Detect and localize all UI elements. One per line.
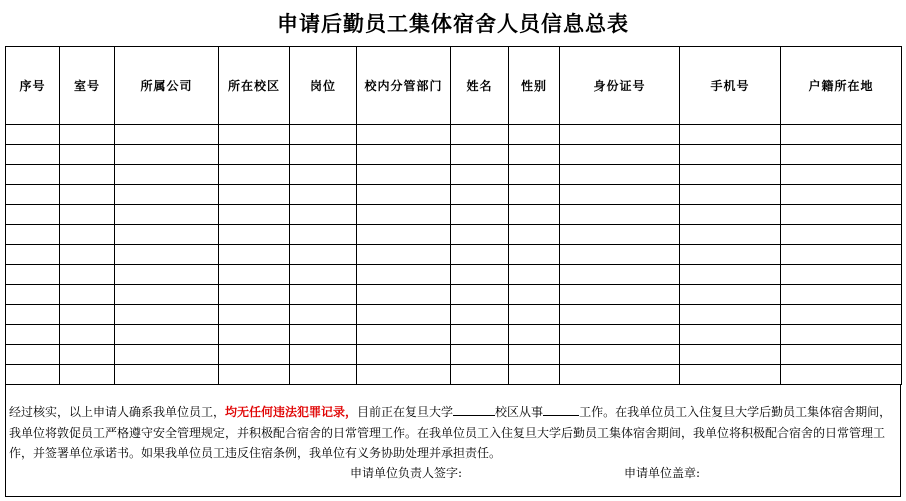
col-header-campus: 所在校区 bbox=[219, 47, 290, 125]
table-row bbox=[6, 345, 902, 365]
table-cell[interactable] bbox=[451, 185, 509, 205]
table-cell[interactable] bbox=[60, 125, 115, 145]
table-cell[interactable] bbox=[560, 325, 680, 345]
col-header-domicile: 户籍所在地 bbox=[781, 47, 902, 125]
table-cell[interactable] bbox=[451, 245, 509, 265]
table-cell[interactable] bbox=[357, 285, 451, 305]
table-cell[interactable] bbox=[6, 185, 60, 205]
table-cell[interactable] bbox=[60, 245, 115, 265]
header-row bbox=[6, 47, 902, 125]
table-cell[interactable] bbox=[781, 365, 902, 385]
table-cell[interactable] bbox=[290, 305, 357, 325]
table-row bbox=[6, 145, 902, 165]
table-cell[interactable] bbox=[560, 165, 680, 185]
table-cell[interactable] bbox=[219, 205, 290, 225]
work-blank[interactable] bbox=[543, 405, 579, 416]
table-cell[interactable] bbox=[115, 285, 219, 305]
table-cell[interactable] bbox=[290, 225, 357, 245]
table-cell[interactable] bbox=[509, 365, 560, 385]
table-cell[interactable] bbox=[357, 245, 451, 265]
table-cell[interactable] bbox=[290, 185, 357, 205]
table-cell[interactable] bbox=[115, 205, 219, 225]
table-cell[interactable] bbox=[560, 265, 680, 285]
col-header-name: 姓名 bbox=[451, 47, 509, 125]
col-header-company: 所属公司 bbox=[115, 47, 219, 125]
table-cell[interactable] bbox=[115, 265, 219, 285]
table-cell[interactable] bbox=[290, 245, 357, 265]
table-cell[interactable] bbox=[509, 185, 560, 205]
table-cell[interactable] bbox=[6, 265, 60, 285]
table-cell[interactable] bbox=[6, 365, 60, 385]
col-header-id-number: 身份证号 bbox=[560, 47, 680, 125]
table-cell[interactable] bbox=[219, 325, 290, 345]
table-cell[interactable] bbox=[60, 305, 115, 325]
leader-signature-label: 申请单位负责人签字: bbox=[350, 466, 463, 480]
table-cell[interactable] bbox=[680, 345, 781, 365]
table-cell[interactable] bbox=[560, 145, 680, 165]
table-cell[interactable] bbox=[680, 225, 781, 245]
table-cell[interactable] bbox=[290, 345, 357, 365]
table-cell[interactable] bbox=[680, 265, 781, 285]
table-cell[interactable] bbox=[60, 285, 115, 305]
table-cell[interactable] bbox=[509, 245, 560, 265]
table-cell[interactable] bbox=[781, 225, 902, 245]
table-cell[interactable] bbox=[115, 245, 219, 265]
table-cell[interactable] bbox=[290, 365, 357, 385]
table-cell[interactable] bbox=[357, 185, 451, 205]
table-cell[interactable] bbox=[781, 205, 902, 225]
table-cell[interactable] bbox=[451, 225, 509, 245]
table-cell[interactable] bbox=[451, 305, 509, 325]
table-cell[interactable] bbox=[290, 285, 357, 305]
table-cell[interactable] bbox=[680, 125, 781, 145]
table-cell[interactable] bbox=[357, 305, 451, 325]
table-cell[interactable] bbox=[219, 125, 290, 145]
table-cell[interactable] bbox=[60, 225, 115, 245]
col-header-room: 室号 bbox=[60, 47, 115, 125]
table-cell[interactable] bbox=[357, 265, 451, 285]
table-cell[interactable] bbox=[60, 365, 115, 385]
info-table bbox=[5, 46, 902, 385]
table-row bbox=[6, 165, 902, 185]
table-cell[interactable] bbox=[60, 185, 115, 205]
table-cell[interactable] bbox=[219, 285, 290, 305]
table-cell[interactable] bbox=[115, 165, 219, 185]
table-cell[interactable] bbox=[219, 365, 290, 385]
table-cell[interactable] bbox=[781, 265, 902, 285]
table-cell[interactable] bbox=[115, 345, 219, 365]
table-cell[interactable] bbox=[290, 145, 357, 165]
table-cell[interactable] bbox=[560, 345, 680, 365]
table-row bbox=[6, 225, 902, 245]
table-cell[interactable] bbox=[290, 205, 357, 225]
table-cell[interactable] bbox=[680, 205, 781, 225]
table-cell[interactable] bbox=[560, 245, 680, 265]
table-cell[interactable] bbox=[290, 165, 357, 185]
table-row bbox=[6, 265, 902, 285]
table-cell[interactable] bbox=[560, 185, 680, 205]
table-cell[interactable] bbox=[509, 125, 560, 145]
table-cell[interactable] bbox=[451, 345, 509, 365]
declaration-part-3: 校区从事 bbox=[495, 405, 544, 419]
table-cell[interactable] bbox=[560, 365, 680, 385]
table-cell[interactable] bbox=[451, 125, 509, 145]
table-cell[interactable] bbox=[357, 345, 451, 365]
table-cell[interactable] bbox=[509, 285, 560, 305]
table-cell[interactable] bbox=[781, 125, 902, 145]
table-body bbox=[6, 125, 902, 385]
table-cell[interactable] bbox=[451, 365, 509, 385]
table-cell[interactable] bbox=[290, 125, 357, 145]
table-cell[interactable] bbox=[115, 225, 219, 245]
table-cell[interactable] bbox=[560, 125, 680, 145]
table-cell[interactable] bbox=[680, 325, 781, 345]
campus-blank[interactable] bbox=[453, 405, 495, 416]
table-cell[interactable] bbox=[509, 225, 560, 245]
table-cell[interactable] bbox=[680, 145, 781, 165]
table-cell[interactable] bbox=[219, 145, 290, 165]
table-cell[interactable] bbox=[781, 305, 902, 325]
col-header-gender: 性别 bbox=[509, 47, 560, 125]
table-cell[interactable] bbox=[451, 205, 509, 225]
table-cell[interactable] bbox=[357, 325, 451, 345]
table-cell[interactable] bbox=[219, 225, 290, 245]
table-cell[interactable] bbox=[357, 205, 451, 225]
table-cell[interactable] bbox=[509, 305, 560, 325]
table-cell[interactable] bbox=[680, 165, 781, 185]
table-cell[interactable] bbox=[451, 285, 509, 305]
table-cell[interactable] bbox=[451, 265, 509, 285]
declaration-part-2: 目前正在复旦大学 bbox=[357, 405, 454, 419]
table-cell[interactable] bbox=[357, 365, 451, 385]
table-cell[interactable] bbox=[60, 165, 115, 185]
table-cell[interactable] bbox=[6, 145, 60, 165]
declaration-emphasis: 均无任何违法犯罪记录， bbox=[225, 405, 358, 419]
table-cell[interactable] bbox=[509, 205, 560, 225]
table-cell[interactable] bbox=[115, 125, 219, 145]
table-cell[interactable] bbox=[290, 325, 357, 345]
table-row bbox=[6, 305, 902, 325]
table-cell[interactable] bbox=[781, 185, 902, 205]
table-cell[interactable] bbox=[509, 325, 560, 345]
table-cell[interactable] bbox=[6, 305, 60, 325]
declaration-part-1: 经过核实，以上申请人确系我单位员工， bbox=[9, 405, 226, 419]
table-cell[interactable] bbox=[219, 185, 290, 205]
table-cell[interactable] bbox=[781, 145, 902, 165]
table-cell[interactable] bbox=[6, 325, 60, 345]
table-row bbox=[6, 125, 902, 145]
table-cell[interactable] bbox=[680, 365, 781, 385]
table-cell[interactable] bbox=[6, 125, 60, 145]
table-cell[interactable] bbox=[219, 305, 290, 325]
table-row bbox=[6, 365, 902, 385]
table-cell[interactable] bbox=[115, 325, 219, 345]
table-cell[interactable] bbox=[509, 345, 560, 365]
col-header-index: 序号 bbox=[6, 47, 60, 125]
col-header-department: 校内分管部门 bbox=[357, 47, 451, 125]
table-cell[interactable] bbox=[680, 305, 781, 325]
table-cell[interactable] bbox=[219, 245, 290, 265]
table-cell[interactable] bbox=[115, 145, 219, 165]
table-row bbox=[6, 205, 902, 225]
table-cell[interactable] bbox=[60, 205, 115, 225]
table-cell[interactable] bbox=[781, 285, 902, 305]
table-cell[interactable] bbox=[115, 305, 219, 325]
table-cell[interactable] bbox=[509, 165, 560, 185]
table-cell[interactable] bbox=[115, 185, 219, 205]
table-cell[interactable] bbox=[560, 285, 680, 305]
table-cell[interactable] bbox=[357, 145, 451, 165]
table-cell[interactable] bbox=[115, 365, 219, 385]
table-cell[interactable] bbox=[60, 145, 115, 165]
table-cell[interactable] bbox=[357, 125, 451, 145]
page-title: 申请后勤员工集体宿舍人员信息总表 bbox=[277, 12, 629, 36]
table-cell[interactable] bbox=[6, 205, 60, 225]
table-cell[interactable] bbox=[60, 265, 115, 285]
table-row bbox=[6, 245, 902, 265]
table-cell[interactable] bbox=[560, 225, 680, 245]
table-cell[interactable] bbox=[781, 245, 902, 265]
table-cell[interactable] bbox=[60, 325, 115, 345]
table-cell[interactable] bbox=[357, 165, 451, 185]
table-cell[interactable] bbox=[451, 325, 509, 345]
table-cell[interactable] bbox=[680, 245, 781, 265]
unit-seal-label: 申请单位盖章: bbox=[624, 466, 701, 480]
declaration-text bbox=[9, 402, 897, 464]
table-cell[interactable] bbox=[560, 205, 680, 225]
table-cell[interactable] bbox=[6, 285, 60, 305]
table-cell[interactable] bbox=[357, 225, 451, 245]
table-row bbox=[6, 325, 902, 345]
table-cell[interactable] bbox=[680, 285, 781, 305]
table-row bbox=[6, 285, 902, 305]
table-cell[interactable] bbox=[6, 225, 60, 245]
table-cell[interactable] bbox=[6, 165, 60, 185]
table-cell[interactable] bbox=[680, 185, 781, 205]
table-cell[interactable] bbox=[781, 165, 902, 185]
table-cell[interactable] bbox=[560, 305, 680, 325]
table-cell[interactable] bbox=[219, 265, 290, 285]
table-cell[interactable] bbox=[509, 145, 560, 165]
table-cell[interactable] bbox=[6, 345, 60, 365]
table-cell[interactable] bbox=[451, 165, 509, 185]
col-header-phone: 手机号 bbox=[680, 47, 781, 125]
table-cell[interactable] bbox=[451, 145, 509, 165]
col-header-position: 岗位 bbox=[290, 47, 357, 125]
declaration-section bbox=[5, 384, 901, 497]
table-cell[interactable] bbox=[6, 245, 60, 265]
table-cell[interactable] bbox=[60, 345, 115, 365]
table-cell[interactable] bbox=[290, 265, 357, 285]
table-row bbox=[6, 185, 902, 205]
table-cell[interactable] bbox=[509, 265, 560, 285]
table-cell[interactable] bbox=[781, 345, 902, 365]
table-cell[interactable] bbox=[781, 325, 902, 345]
table-cell[interactable] bbox=[219, 165, 290, 185]
declaration-part-4: 工作。在我单位员工入住复旦大学后勤员工集体宿舍期间，我单位将敦促员工严格遵守安全管理规定，并积极配合宿舍的日常管理工作。在我单位员工入住复旦大学后勤员工集体宿舍期间，我单位将积极配合宿舍的日常管理工作，并签署单位承诺书。如果我单位员工违反住宿条例，我单位有义务协助处理并承担责任。 bbox=[9, 405, 892, 460]
table-cell[interactable] bbox=[219, 345, 290, 365]
